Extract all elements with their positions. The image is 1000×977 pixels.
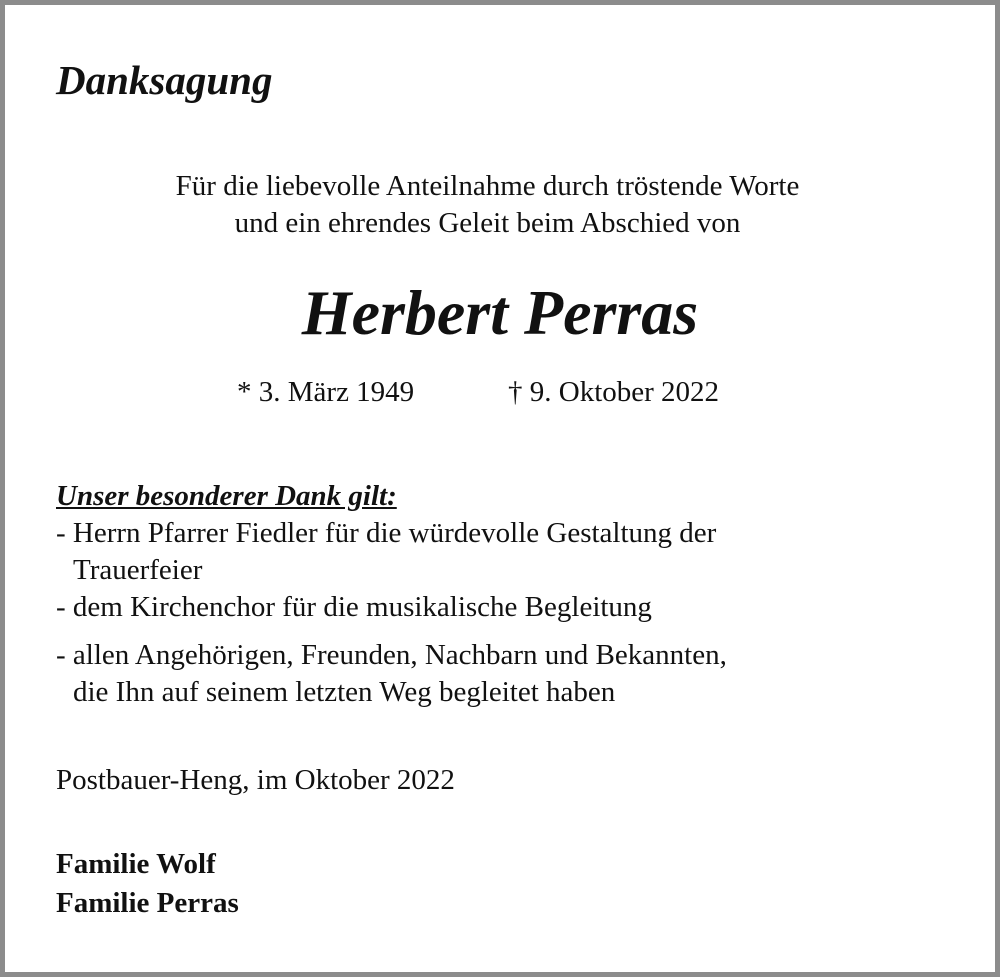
- family-signature-perras: Familie Perras: [56, 887, 239, 919]
- place-and-date: Postbauer-Heng, im Oktober 2022: [56, 764, 455, 796]
- thanks-line-pastor: - Herrn Pfarrer Fiedler für die würdevolle Gestaltung der: [56, 517, 717, 549]
- thanks-heading: Unser besonderer Dank gilt:: [56, 480, 397, 512]
- family-signature-wolf: Familie Wolf: [56, 848, 216, 880]
- notice-heading: Danksagung: [56, 57, 273, 103]
- intro-line-2: und ein ehrendes Geleit beim Abschied von: [234, 207, 741, 239]
- thanks-line-relatives: - allen Angehörigen, Freunden, Nachbarn und Bekannten,: [56, 639, 727, 671]
- death-date: † 9. Oktober 2022: [508, 376, 720, 408]
- thanks-line-pastor-continued: Trauerfeier: [73, 554, 203, 586]
- intro-line-1: Für die liebevolle Anteilnahme durch tröstende Worte: [175, 170, 800, 202]
- thanks-line-relatives-continued: die Ihn auf seinem letzten Weg begleitet haben: [73, 676, 616, 708]
- birth-date: * 3. März 1949: [237, 376, 415, 408]
- thanks-line-choir: - dem Kirchenchor für die musikalische Begleitung: [56, 591, 652, 623]
- deceased-name: Herbert Perras: [301, 277, 699, 348]
